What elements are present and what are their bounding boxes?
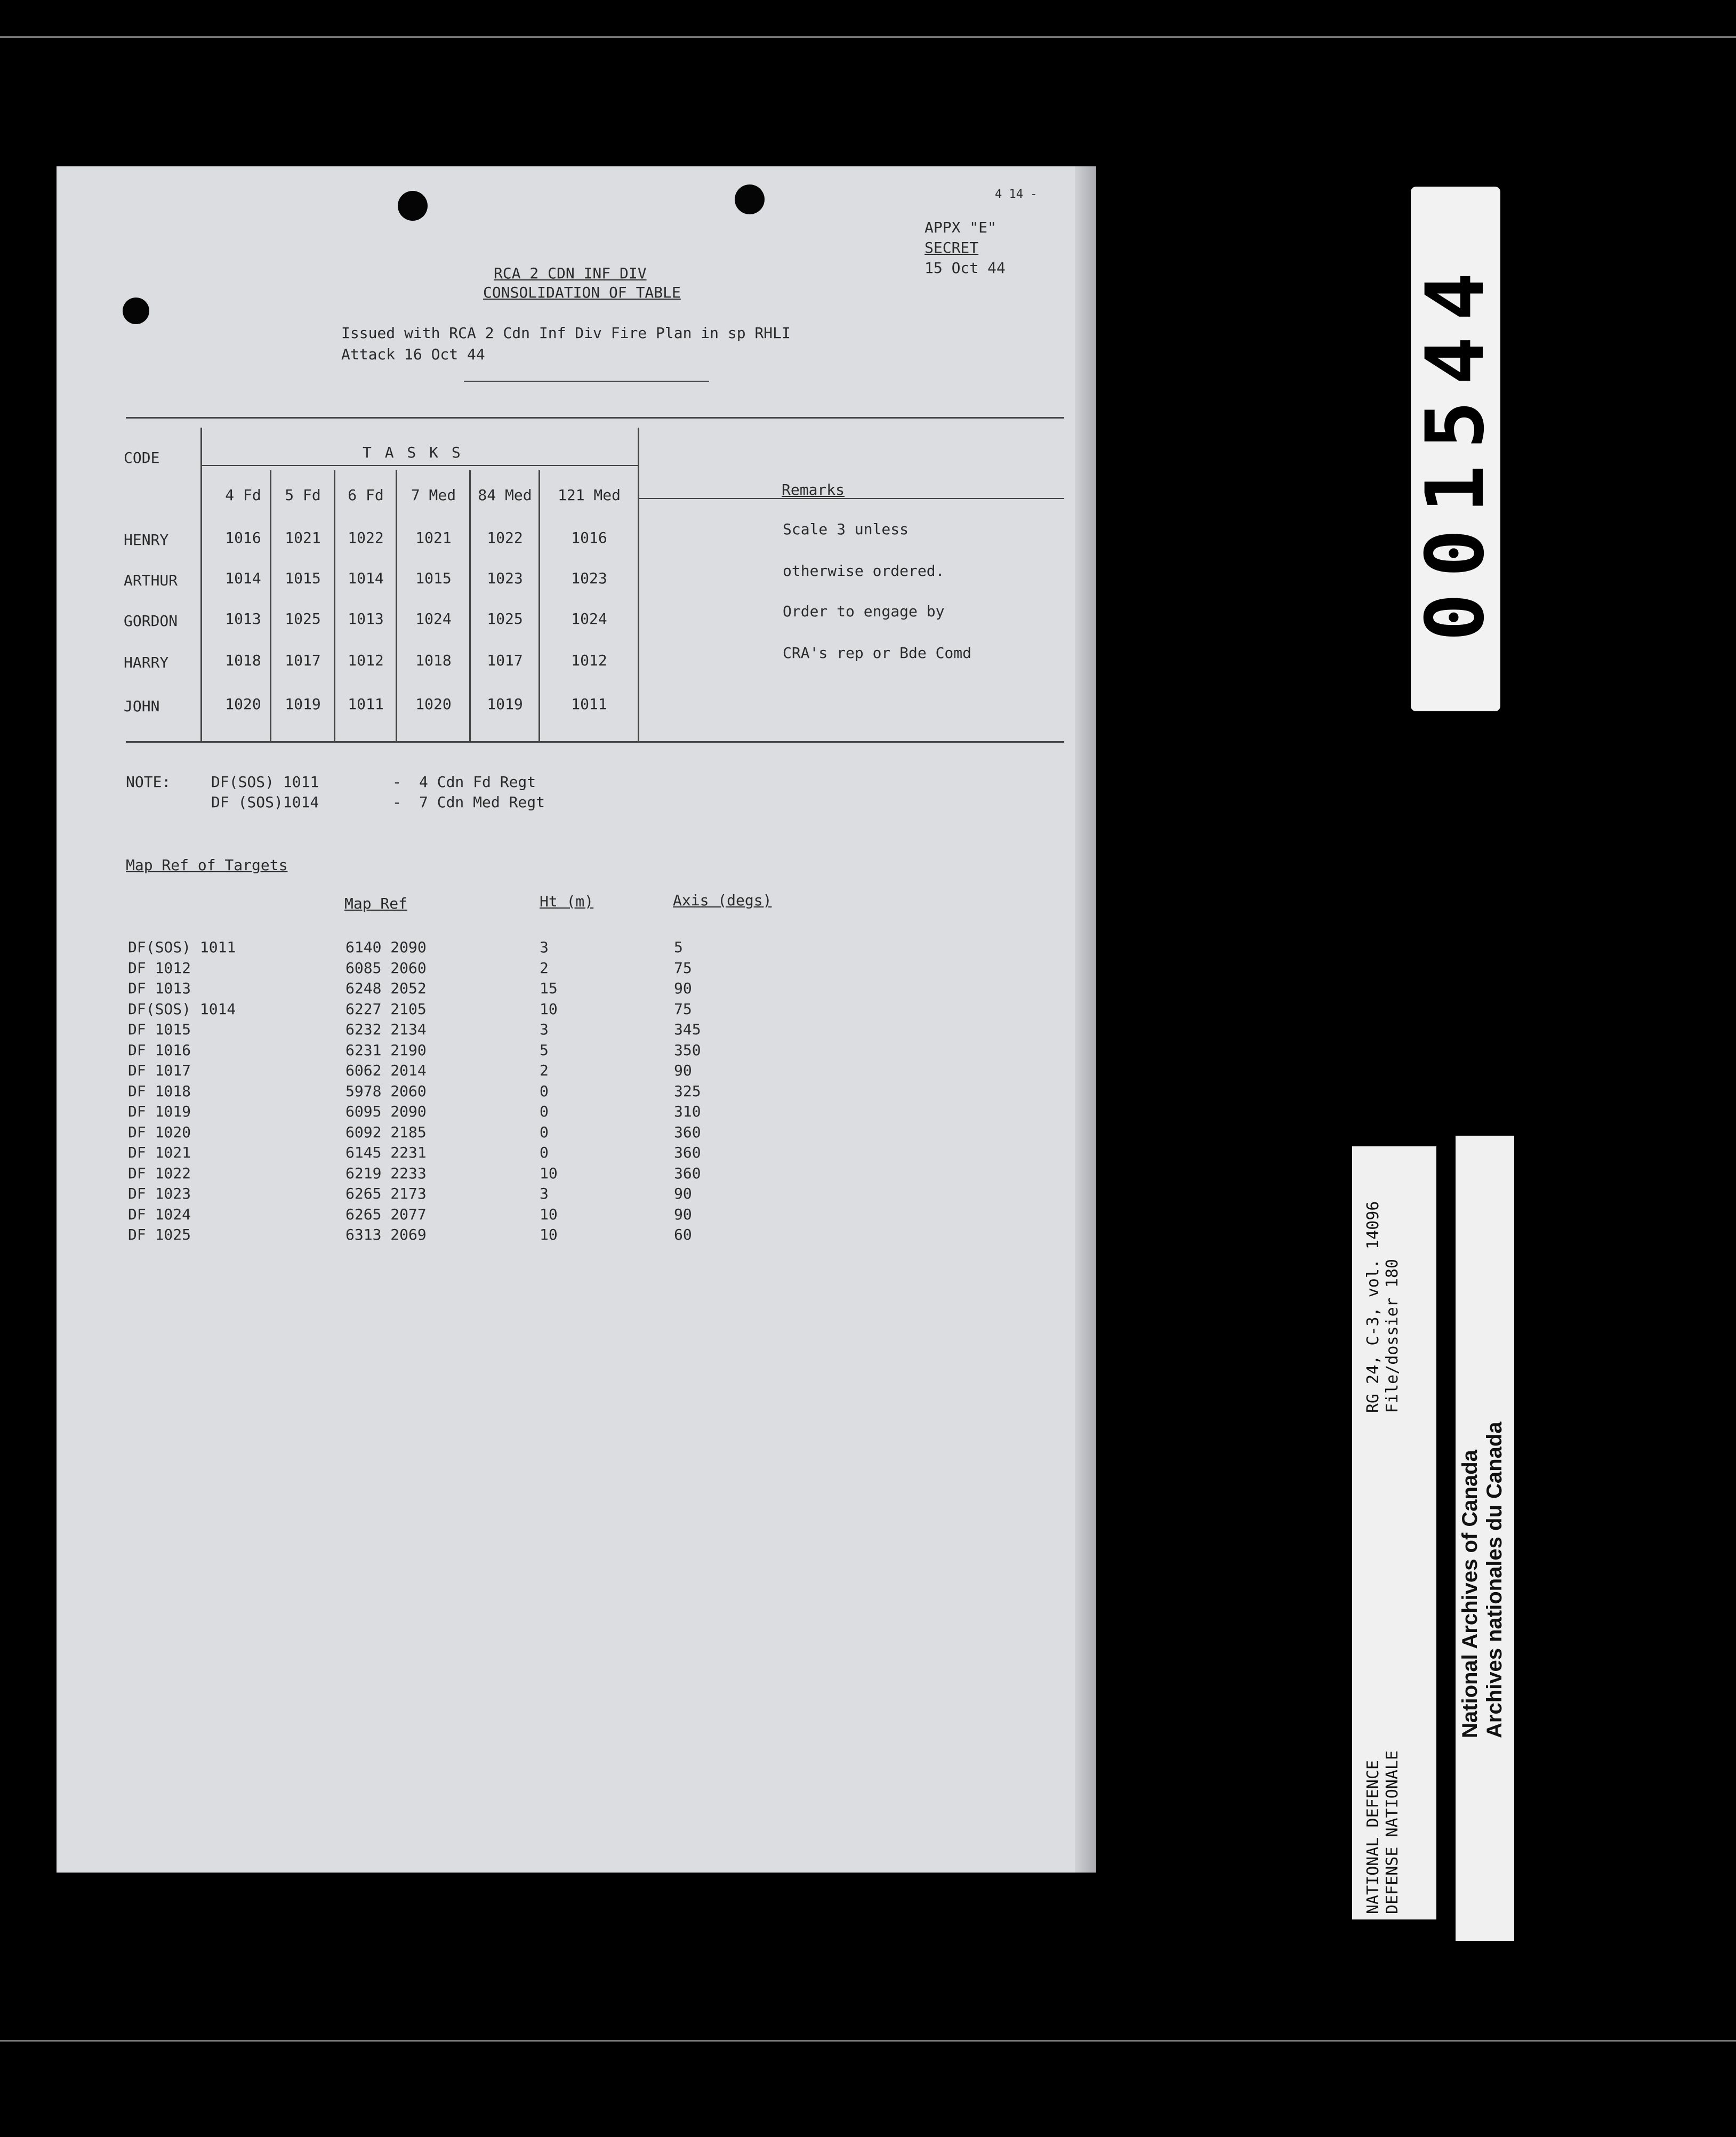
target-ht: 15 xyxy=(540,979,558,997)
film-frame-top-line xyxy=(0,36,1736,38)
target-axis: 75 xyxy=(674,1000,692,1018)
target-ht: 0 xyxy=(540,1123,549,1141)
target-axis: 325 xyxy=(674,1082,701,1100)
remarks-header: Remarks xyxy=(782,481,845,499)
target-ht: 2 xyxy=(540,959,549,977)
target-ht: 10 xyxy=(540,1205,558,1223)
target-map-ref: 5978 2060 xyxy=(345,1082,427,1100)
ht-header: Ht (m) xyxy=(540,893,594,910)
table-cell: 1016 xyxy=(571,529,607,547)
film-frame-bottom-line xyxy=(0,2040,1736,2042)
table-cell: 1021 xyxy=(415,529,452,547)
row-code: ARTHUR xyxy=(124,572,178,589)
target-name: DF 1021 xyxy=(128,1144,191,1161)
target-name: DF(SOS) 1011 xyxy=(128,938,236,956)
column-header-84-med: 84 Med xyxy=(478,486,532,504)
note-dash: - xyxy=(392,793,401,811)
col-divider xyxy=(270,470,271,742)
issued-line-1: Issued with RCA 2 Cdn Inf Div Fire Plan in sp RHLI xyxy=(341,324,791,342)
frame-number-stamp xyxy=(1411,187,1500,711)
target-name: DF 1022 xyxy=(128,1164,191,1182)
target-ht: 10 xyxy=(540,1226,558,1243)
divider xyxy=(464,381,709,382)
target-axis: 90 xyxy=(674,1062,692,1079)
target-name: DF 1013 xyxy=(128,979,191,997)
target-map-ref: 6265 2173 xyxy=(345,1185,427,1202)
remark-line: CRA's rep or Bde Comd xyxy=(783,644,972,662)
table-cell: 1011 xyxy=(348,695,384,713)
table-cell: 1019 xyxy=(487,695,523,713)
target-axis: 90 xyxy=(674,1185,692,1202)
frame-number: 001544 xyxy=(1409,256,1502,641)
target-axis: 360 xyxy=(674,1144,701,1161)
axis-header: Axis (degs) xyxy=(673,891,772,909)
table-cell: 1013 xyxy=(348,610,384,628)
archive-reference-text xyxy=(1364,1750,1402,1914)
row-code: GORDON xyxy=(124,612,178,630)
target-name: DF 1025 xyxy=(128,1226,191,1243)
table-cell: 1025 xyxy=(285,610,321,628)
target-map-ref: 6145 2231 xyxy=(345,1144,427,1161)
table-cell: 1024 xyxy=(415,610,452,628)
note-target: DF(SOS) 1011 xyxy=(211,773,319,791)
col-divider xyxy=(396,470,397,742)
target-name: DF 1012 xyxy=(128,959,191,977)
note-target: DF (SOS)1014 xyxy=(211,793,319,811)
classification: SECRET xyxy=(925,239,979,256)
target-map-ref: 6232 2134 xyxy=(345,1021,427,1038)
remarks-rule xyxy=(638,498,1064,499)
target-map-ref: 6085 2060 xyxy=(345,959,427,977)
table-cell: 1015 xyxy=(415,569,452,587)
target-name: DF(SOS) 1014 xyxy=(128,1000,236,1018)
page-edge-shadow xyxy=(1075,166,1096,1873)
table-cell: 1020 xyxy=(415,695,452,713)
table-cell: 1013 xyxy=(225,610,261,628)
target-axis: 345 xyxy=(674,1021,701,1038)
document-subtitle: CONSOLIDATION OF TABLE xyxy=(483,284,681,301)
remark-line: Order to engage by xyxy=(783,602,945,620)
appendix-label: APPX "E" xyxy=(925,219,996,236)
note-unit: 7 Cdn Med Regt xyxy=(419,793,545,811)
table-cell: 1023 xyxy=(487,569,523,587)
note-unit: 4 Cdn Fd Regt xyxy=(419,773,536,791)
row-code: HENRY xyxy=(124,531,169,549)
table-cell: 1022 xyxy=(487,529,523,547)
archive-file-text xyxy=(1364,1201,1402,1413)
table-cell: 1025 xyxy=(487,610,523,628)
table-cell: 1018 xyxy=(225,652,261,669)
target-map-ref: 6227 2105 xyxy=(345,1000,427,1018)
archives-canada-fr: Archives nationales du Canada xyxy=(1483,1421,1506,1738)
target-map-ref: 6265 2077 xyxy=(345,1205,427,1223)
target-map-ref: 6313 2069 xyxy=(345,1226,427,1243)
target-axis: 75 xyxy=(674,959,692,977)
target-ht: 3 xyxy=(540,938,549,956)
tasks-rule xyxy=(200,465,638,466)
target-name: DF 1020 xyxy=(128,1123,191,1141)
map-ref-title: Map Ref of Targets xyxy=(126,856,288,874)
col-divider xyxy=(200,428,202,742)
target-map-ref: 6140 2090 xyxy=(345,938,427,956)
target-name: DF 1018 xyxy=(128,1082,191,1100)
table-top-rule xyxy=(126,417,1064,419)
target-name: DF 1017 xyxy=(128,1062,191,1079)
target-ht: 5 xyxy=(540,1041,549,1059)
target-name: DF 1015 xyxy=(128,1021,191,1038)
archive-reference-label xyxy=(1352,1146,1436,1919)
target-ht: 0 xyxy=(540,1144,549,1161)
table-cell: 1015 xyxy=(285,569,321,587)
table-cell: 1014 xyxy=(348,569,384,587)
target-name: DF 1019 xyxy=(128,1103,191,1120)
punch-hole-icon xyxy=(398,191,428,221)
target-name: DF 1023 xyxy=(128,1185,191,1202)
column-header-5-fd: 5 Fd xyxy=(285,486,321,504)
target-axis: 5 xyxy=(674,938,683,956)
target-map-ref: 6062 2014 xyxy=(345,1062,427,1079)
target-ht: 10 xyxy=(540,1000,558,1018)
target-ht: 2 xyxy=(540,1062,549,1079)
column-header-6-fd: 6 Fd xyxy=(348,486,384,504)
target-name: DF 1024 xyxy=(128,1205,191,1223)
table-cell: 1022 xyxy=(348,529,384,547)
table-bottom-rule xyxy=(126,741,1064,743)
punch-hole-icon xyxy=(123,298,149,324)
archives-canada-en: National Archives of Canada xyxy=(1458,1450,1482,1738)
target-axis: 60 xyxy=(674,1226,692,1243)
col-divider xyxy=(469,470,471,742)
target-map-ref: 6248 2052 xyxy=(345,979,427,997)
column-header-4-fd: 4 Fd xyxy=(225,486,261,504)
table-cell: 1023 xyxy=(571,569,607,587)
tasks-header: T A S K S xyxy=(363,444,463,461)
document-title: RCA 2 CDN INF DIV xyxy=(494,264,647,282)
map-ref-header: Map Ref xyxy=(344,895,408,912)
note-label: NOTE: xyxy=(126,773,171,791)
target-axis: 360 xyxy=(674,1123,701,1141)
corner-mark: 4 14 - xyxy=(995,188,1038,201)
archive-line-defense-nationale: DEFENSE NATIONALE xyxy=(1383,1750,1402,1914)
target-axis: 310 xyxy=(674,1103,701,1120)
table-cell: 1017 xyxy=(285,652,321,669)
remark-line: otherwise ordered. xyxy=(783,562,945,580)
issued-line-2: Attack 16 Oct 44 xyxy=(341,346,485,363)
document-page xyxy=(57,166,1096,1873)
row-code: HARRY xyxy=(124,654,169,671)
code-header: CODE xyxy=(124,449,160,467)
archives-canada-text xyxy=(1458,1421,1507,1738)
archive-line-rg: RG 24, C-3, vol. 14096 xyxy=(1364,1201,1383,1413)
column-header-7-med: 7 Med xyxy=(411,486,456,504)
target-axis: 360 xyxy=(674,1164,701,1182)
target-map-ref: 6095 2090 xyxy=(345,1103,427,1120)
col-divider xyxy=(638,428,639,742)
table-cell: 1011 xyxy=(571,695,607,713)
target-ht: 3 xyxy=(540,1185,549,1202)
target-axis: 90 xyxy=(674,979,692,997)
column-header-121-med: 121 Med xyxy=(557,486,621,504)
table-cell: 1021 xyxy=(285,529,321,547)
table-cell: 1019 xyxy=(285,695,321,713)
remark-line: Scale 3 unless xyxy=(783,520,909,538)
row-code: JOHN xyxy=(124,697,160,715)
table-cell: 1016 xyxy=(225,529,261,547)
document-date: 15 Oct 44 xyxy=(925,259,1006,277)
archives-canada-label xyxy=(1456,1136,1514,1941)
target-axis: 350 xyxy=(674,1041,701,1059)
target-ht: 0 xyxy=(540,1082,549,1100)
target-axis: 90 xyxy=(674,1205,692,1223)
target-ht: 0 xyxy=(540,1103,549,1120)
target-ht: 3 xyxy=(540,1021,549,1038)
table-cell: 1020 xyxy=(225,695,261,713)
target-name: DF 1016 xyxy=(128,1041,191,1059)
table-cell: 1024 xyxy=(571,610,607,628)
target-ht: 10 xyxy=(540,1164,558,1182)
punch-hole-icon xyxy=(735,184,765,214)
archive-line-national-defence: NATIONAL DEFENCE xyxy=(1364,1760,1383,1914)
table-cell: 1012 xyxy=(571,652,607,669)
table-cell: 1018 xyxy=(415,652,452,669)
note-dash: - xyxy=(392,773,401,791)
target-map-ref: 6092 2185 xyxy=(345,1123,427,1141)
table-cell: 1017 xyxy=(487,652,523,669)
table-cell: 1012 xyxy=(348,652,384,669)
table-cell: 1014 xyxy=(225,569,261,587)
target-map-ref: 6231 2190 xyxy=(345,1041,427,1059)
target-map-ref: 6219 2233 xyxy=(345,1164,427,1182)
col-divider xyxy=(539,470,540,742)
col-divider xyxy=(334,470,335,742)
archive-line-file: File/dossier 180 xyxy=(1383,1259,1402,1413)
